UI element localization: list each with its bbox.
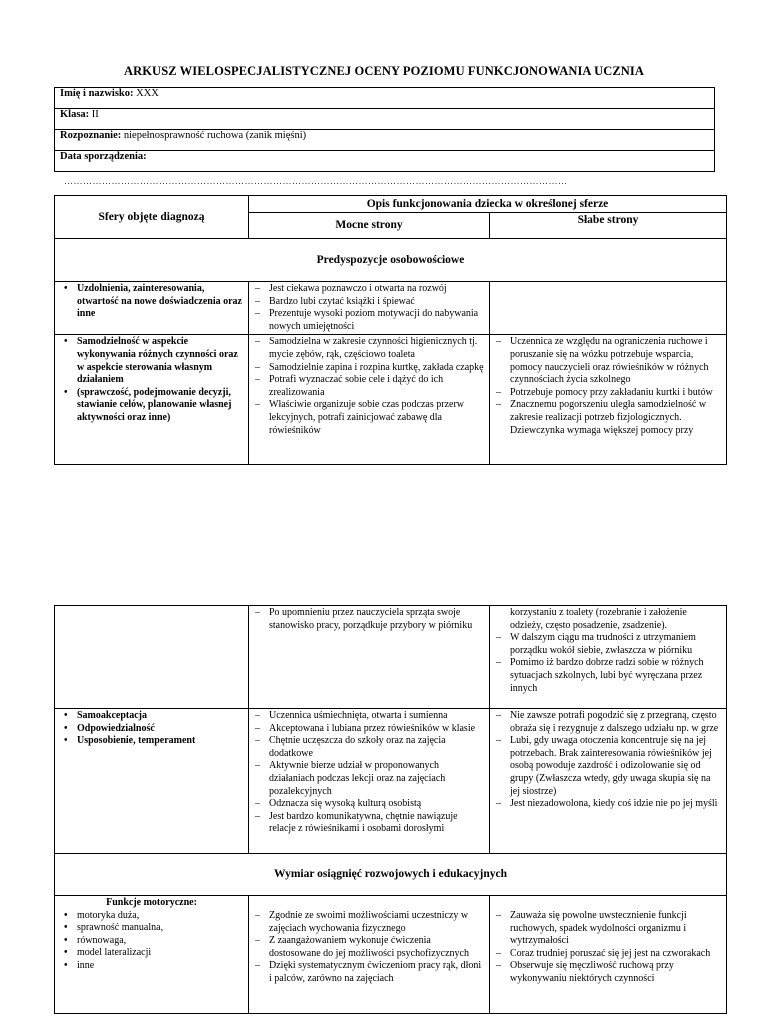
list-item: – Właściwie organizuje sobie czas podczas przerw lekcyjnych, potrafi zainicjować zabawę dla rówieśników bbox=[253, 399, 485, 437]
list-item: • równowaga, bbox=[59, 935, 244, 948]
student-info-table bbox=[54, 87, 715, 172]
list-item: – Nie zawsze potrafi pogodzić się z przegraną, często obraża się i rezygnuje z dalszego udziału np. w grze bbox=[494, 710, 722, 735]
list-item: • Odpowiedzialność bbox=[59, 723, 244, 736]
list-item: – Samodzielna w zakresie czynności higienicznych tj. mycie zębów, rąk, częściowo toaleta bbox=[253, 336, 485, 361]
sphere-cell-2 bbox=[55, 335, 249, 465]
list-item: – Odznacza się wysoką kulturą osobistą bbox=[253, 798, 485, 811]
list-item: – Uczennica ze względu na ograniczenia ruchowe i poruszanie się na wózku potrzebuje wsparcia, pomocy nauczycieli oraz rówieśników w różnych czynnościach życia szkolnego bbox=[494, 336, 722, 386]
list-item: • inne bbox=[59, 960, 244, 973]
sphere-cell-4 bbox=[55, 896, 249, 1014]
weak-cell-2 bbox=[490, 335, 727, 465]
list-item: – W dalszym ciągu ma trudności z utrzymaniem porządku wokół siebie, zwłaszcza w piórniku bbox=[494, 632, 722, 657]
list-item: • (sprawczość, podejmowanie decyzji, stawianie celów, planowanie własnej aktywności oraz inne) bbox=[59, 387, 244, 425]
weak-cell-4 bbox=[490, 896, 727, 1014]
list-item: – Z zaangażowaniem wykonuje ćwiczenia dostosowane do jej możliwości psychofizycznych bbox=[253, 935, 485, 960]
header-spheres: Sfery objęte diagnozą bbox=[55, 196, 249, 239]
header-description: Opis funkcjonowania dziecka w określonej sferze bbox=[249, 196, 727, 213]
list-item: – Dzięki systematycznym ćwiczeniom pracy rąk, dłoni i palców, zarówno na zajęciach bbox=[253, 960, 485, 985]
strong-cell-2 bbox=[249, 335, 490, 465]
list-item: – Akceptowana i lubiana przez rówieśników w klasie bbox=[253, 723, 485, 736]
date-field: Data sporządzenia: bbox=[55, 151, 715, 172]
list-item-continued: korzystaniu z toalety (rozebranie i założenie odzieży, często posadzenie, zsadzenie). bbox=[510, 607, 687, 631]
list-item: • model lateralizacji bbox=[59, 947, 244, 960]
motor-functions-title: Funkcje motoryczne: bbox=[106, 897, 197, 908]
class-field: Klasa: II bbox=[55, 109, 715, 130]
list-item: – Uczennica uśmiechnięta, otwarta i sumienna bbox=[253, 710, 485, 723]
list-item: • motoryka duża, bbox=[59, 910, 244, 923]
list-item: – Zgodnie ze swoimi możliwościami uczestniczy w zajęciach wychowania fizycznego bbox=[253, 910, 485, 935]
list-item: • sprawność manualna, bbox=[59, 922, 244, 935]
weak-cell-3 bbox=[490, 709, 727, 854]
header-weak: Słabe strony bbox=[490, 213, 727, 239]
header-strong: Mocne strony bbox=[249, 213, 490, 239]
list-item: • Uzdolnienia, zainteresowania, otwartość na nowe doświadczenia oraz inne bbox=[59, 283, 244, 321]
list-item: – Samodzielnie zapina i rozpina kurtkę, zakłada czapkę bbox=[253, 362, 485, 375]
list-item: – Aktywnie bierze udział w proponowanych działaniach podczas lekcji oraz na zajęciach pozalekcyjnych bbox=[253, 760, 485, 798]
document-title: ARKUSZ WIELOSPECJALISTYCZNEJ OCENY POZIOMU FUNKCJONOWANIA UCZNIA bbox=[123, 64, 644, 78]
strong-cell-1 bbox=[249, 282, 490, 335]
page-gap bbox=[0, 575, 768, 605]
strong-cell-2-cont bbox=[249, 606, 490, 709]
list-item: – Lubi, gdy uwaga otoczenia koncentruje się na jej potrzebach. Brak zainteresowania rówieśników jej osobą powoduje zazdrość i odizolowanie się od grupy (Zwłaszcza wtedy, gdy uwaga skupia się na jej siostrze) bbox=[494, 735, 722, 798]
list-item: – Chętnie uczęszcza do szkoły oraz na zajęcia dodatkowe bbox=[253, 735, 485, 760]
list-item: – Po upomnieniu przez nauczyciela sprząta swoje stanowisko pracy, porządkuje przybory w piórniku bbox=[253, 607, 485, 632]
sphere-cell-3 bbox=[55, 709, 249, 854]
page-2 bbox=[0, 605, 768, 1024]
name-field: Imię i nazwisko: XXX bbox=[55, 88, 715, 109]
assessment-table-part2 bbox=[54, 605, 727, 1014]
sphere-cell-1 bbox=[55, 282, 249, 335]
list-item: • Samoakceptacja bbox=[59, 710, 244, 723]
list-item: • Samodzielność w aspekcie wykonywania różnych czynności oraz w aspekcie sterowania własnym działaniem bbox=[59, 336, 244, 386]
list-item: – Zauważa się powolne uwstecznienie funkcji ruchowych, spadek wydolności organizmu i wytrzymałości bbox=[494, 910, 722, 948]
strong-cell-4 bbox=[249, 896, 490, 1014]
list-item: – Potrafi wyznaczać sobie cele i dążyć do ich zrealizowania bbox=[253, 374, 485, 399]
list-item: – Jest ciekawa poznawczo i otwarta na rozwój bbox=[253, 283, 485, 296]
sphere-cell-2-cont bbox=[55, 606, 249, 709]
list-item: – Pomimo iż bardzo dobrze radzi sobie w różnych sytuacjach szkolnych, lubi być wyręczana przez innych bbox=[494, 657, 722, 695]
list-item: • Usposobienie, temperament bbox=[59, 735, 244, 748]
list-item: – Potrzebuje pomocy przy zakładaniu kurtki i butów bbox=[494, 387, 722, 400]
assessment-table-part1 bbox=[54, 195, 727, 465]
diagnosis-field: Rozpoznanie: niepełnosprawność ruchowa (zanik mięśni) bbox=[55, 130, 715, 151]
dotted-line: …………………………………………………………………………………………………………………………………………… bbox=[64, 176, 568, 186]
list-item: – Znacznemu pogorszeniu uległa samodzielność w zakresie realizacji potrzeb fizjologicznych. Dziewczynka wymaga większej pomocy przy bbox=[494, 399, 722, 437]
strong-cell-3 bbox=[249, 709, 490, 854]
list-item: – Prezentuje wysoki poziom motywacji do nabywania nowych umiejętności bbox=[253, 308, 485, 333]
list-item: – Obserwuje się męczliwość ruchową przy wykonywaniu niektórych czynności bbox=[494, 960, 722, 985]
list-item: – Bardzo lubi czytać książki i śpiewać bbox=[253, 296, 485, 309]
section-development: Wymiar osiągnięć rozwojowych i edukacyjnych bbox=[55, 854, 727, 896]
section-personality: Predyspozycje osobowościowe bbox=[55, 239, 727, 282]
list-item: – Jest niezadowolona, kiedy coś idzie nie po jej myśli bbox=[494, 798, 722, 811]
weak-cell-2-cont bbox=[490, 606, 727, 709]
list-item: – Jest bardzo komunikatywna, chętnie nawiązuje relacje z rówieśnikami i osobami dorosłymi bbox=[253, 811, 485, 836]
weak-cell-1 bbox=[490, 282, 727, 335]
list-item: – Coraz trudniej poruszać się jej jest na czworakach bbox=[494, 948, 722, 961]
